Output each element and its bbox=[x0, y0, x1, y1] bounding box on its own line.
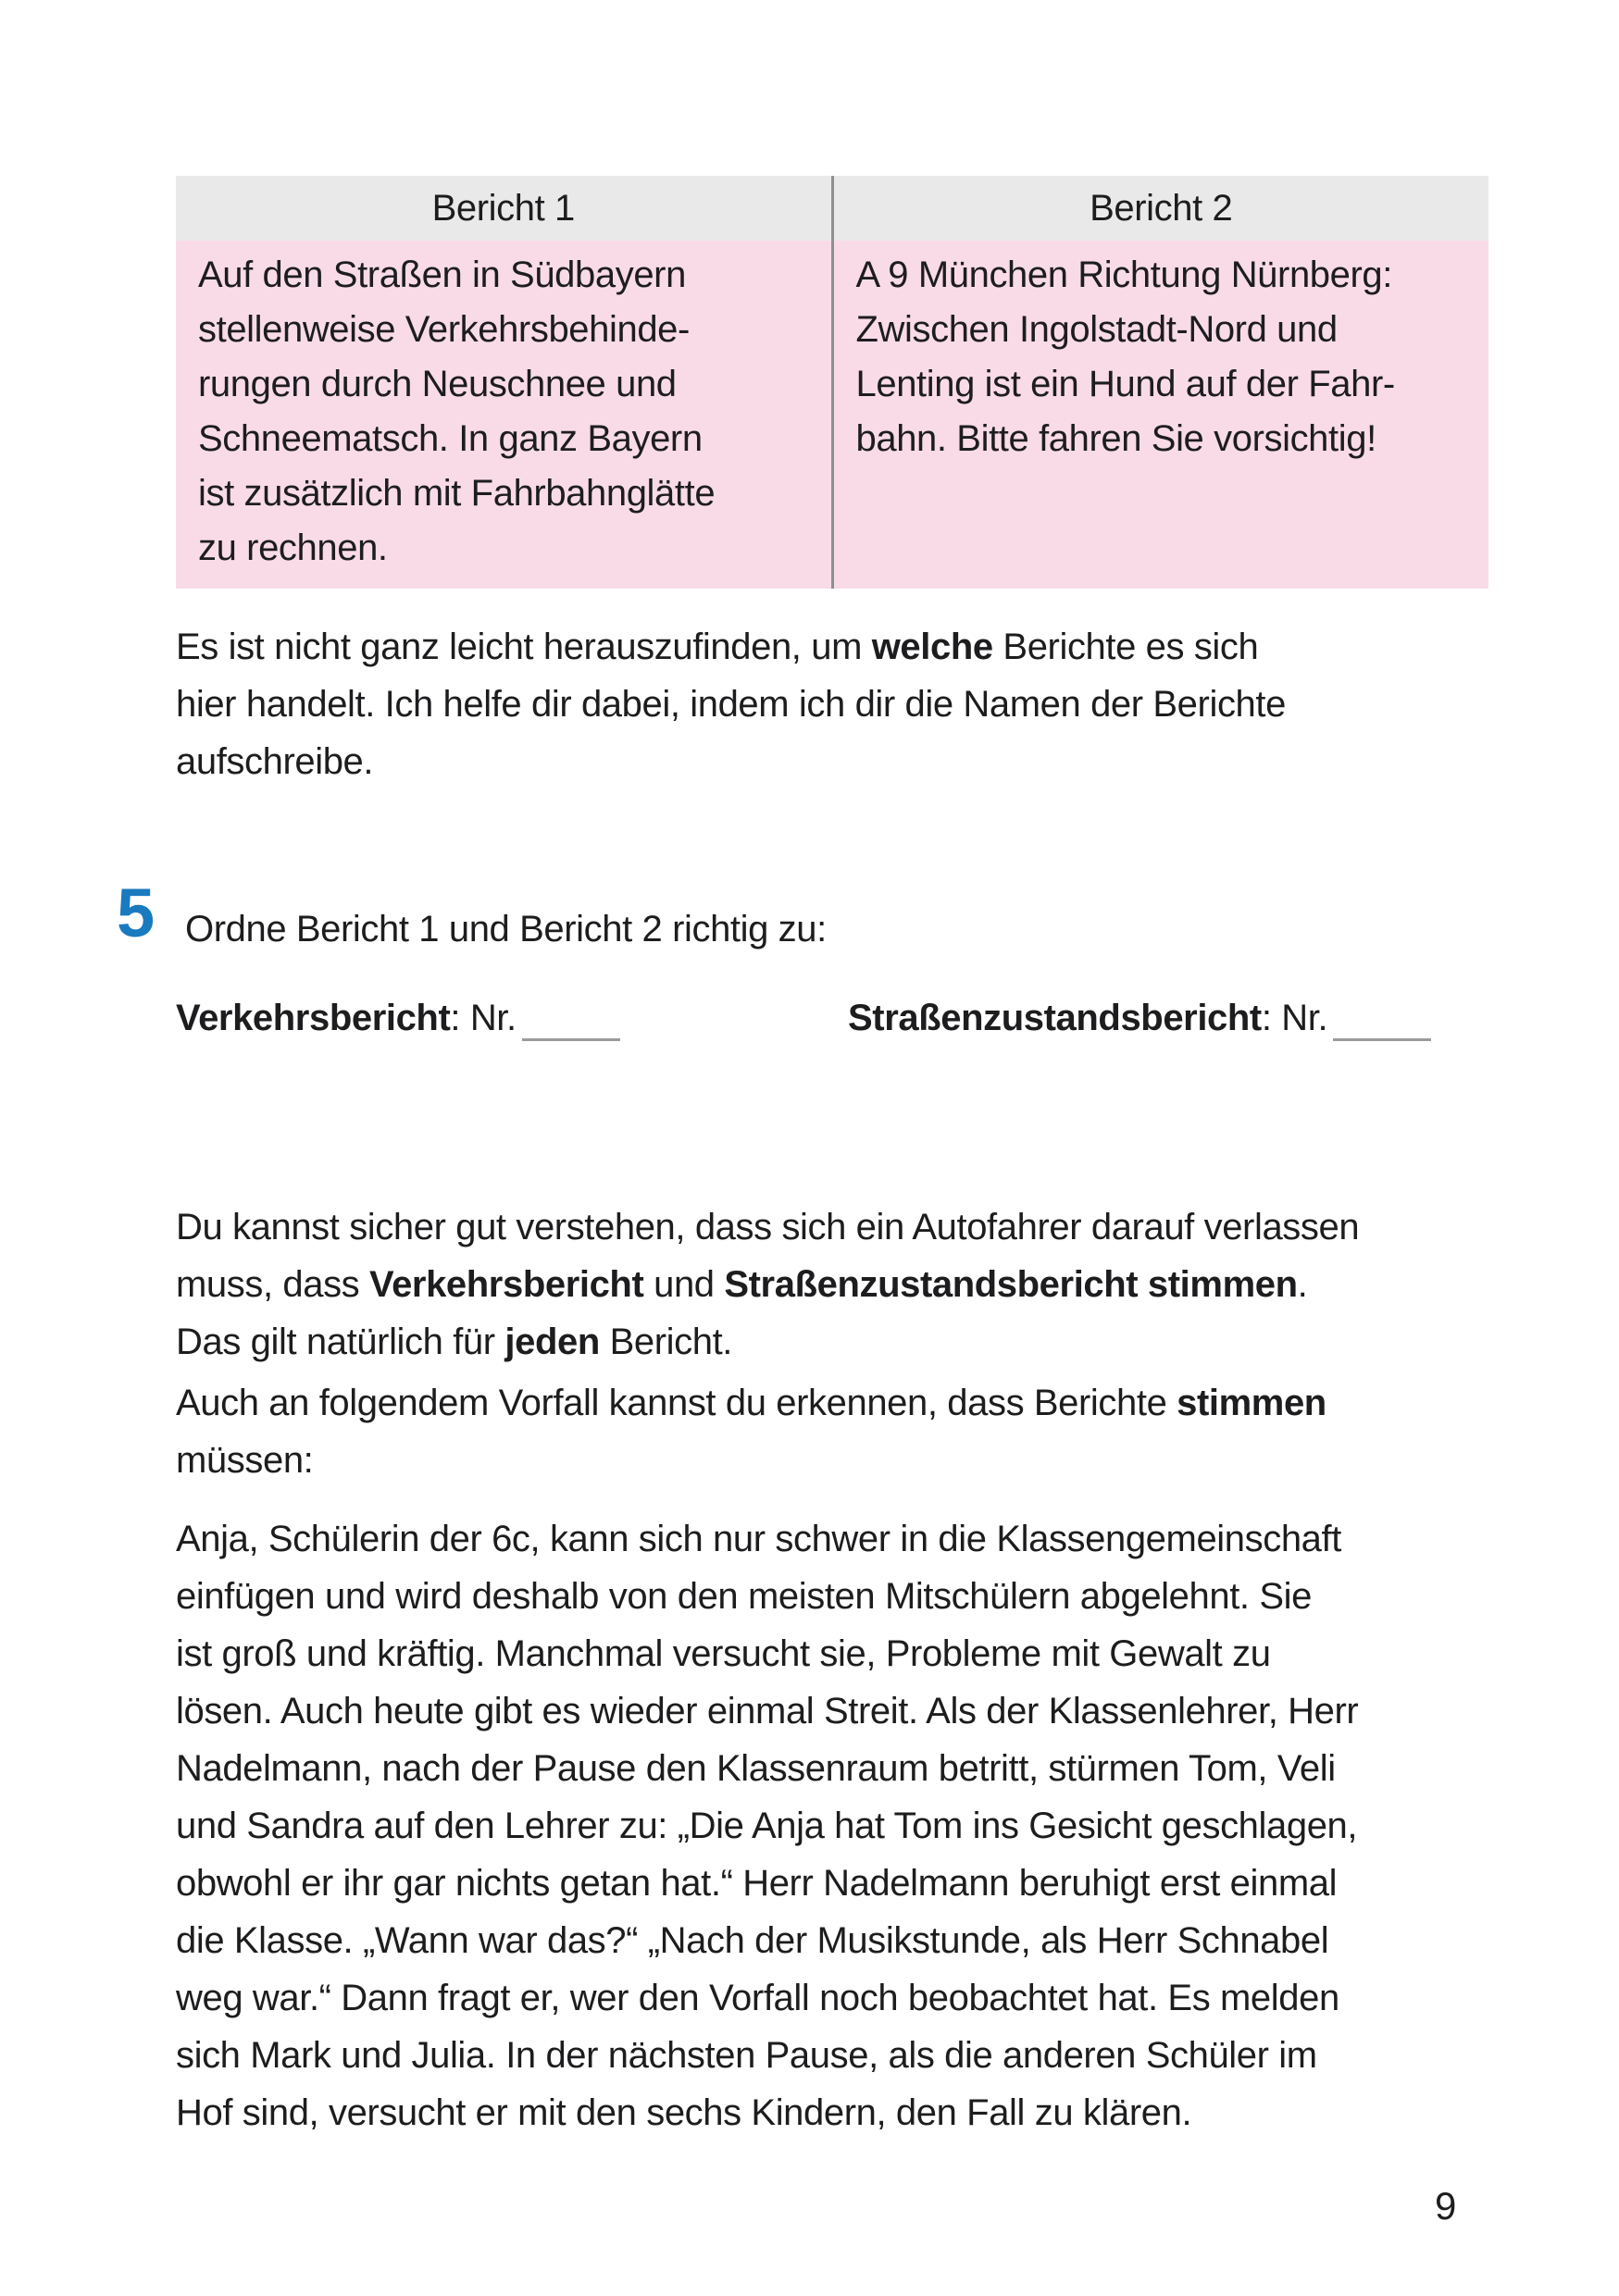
blank-2-answer-line bbox=[1333, 999, 1431, 1041]
page-number: 9 bbox=[1435, 2184, 1457, 2228]
intro-paragraph: Es ist nicht ganz leicht herauszufinden, um welche Berichte es sich hier handelt. Ich helfe dir dabei, indem ich dir die Namen der Berichte aufschreibe. bbox=[176, 627, 1286, 782]
blank-1-answer-line bbox=[522, 999, 620, 1041]
story-paragraph: Anja, Schülerin der 6c, kann sich nur schwer in die Klassengemeinschaft einfügen und wird deshalb von den meisten Mitschülern abgelehnt. Sie ist groß und kräftig. Manchmal versucht sie, Probleme mit Gewalt zu lösen. Auch heute gibt es wieder einmal Streit. Als der Klassenlehrer, Herr Nadelmann, nach der Pause den Klassenraum betritt, stürmen Tom, Veli und Sandra auf den Lehrer zu: „Die Anja hat Tom ins Gesicht geschlagen, obwohl er ihr gar nichts getan hat.“ Herr Nadelmann beruhigt erst einmal die Klasse. „Wann war das?“ „Nach der Musikstunde, als Herr Schnabel weg war.“ Dann fragt er, wer den Vorfall noch beobachtet hat. Es melden sich Mark und Julia. In der nächsten Pause, als die anderen Schüler im Hof sind, versucht er mit den sechs Kindern, den Fall zu klären. bbox=[176, 1519, 1359, 2133]
report-2-header: Bericht 2 bbox=[834, 176, 1489, 241]
blank-strassenzustandsbericht bbox=[848, 998, 1431, 1041]
reports-table bbox=[176, 176, 1488, 589]
exercise-number: 5 bbox=[117, 875, 155, 951]
also-paragraph: Auch an folgendem Vorfall kannst du erkennen, dass Berichte stimmen müssen: bbox=[176, 1383, 1326, 1481]
rely-paragraph: Du kannst sicher gut verstehen, dass sich ein Autofahrer darauf verlassen muss, dass Verkehrsbericht und Straßenzustandsbericht stimmen. Das gilt natürlich für jeden Bericht. bbox=[176, 1207, 1360, 1362]
report-1-text: Auf den Straßen in Südbayern stellenweise Verkehrsbehinde- rungen durch Neuschnee und Schneematsch. In ganz Bayern ist zusätzlich mit Fahrbahnglätte zu rechnen. bbox=[176, 241, 831, 589]
report-1-column bbox=[176, 176, 831, 589]
exercise-prompt: Ordne Bericht 1 und Bericht 2 richtig zu: bbox=[185, 909, 827, 949]
report-2-text: A 9 München Richtung Nürnberg: Zwischen Ingolstadt-Nord und Lenting ist ein Hund auf der Fahr- bahn. Bitte fahren Sie vorsichtig! bbox=[834, 241, 1489, 589]
blank-2-suffix: : Nr. bbox=[1261, 998, 1328, 1038]
blank-2-label: Straßenzustandsbericht bbox=[848, 998, 1262, 1038]
report-1-header: Bericht 1 bbox=[176, 176, 831, 241]
blank-verkehrsbericht bbox=[176, 998, 620, 1041]
blank-1-label: Verkehrsbericht bbox=[176, 998, 451, 1038]
report-2-column bbox=[831, 176, 1489, 589]
blank-1-suffix: : Nr. bbox=[450, 998, 517, 1038]
